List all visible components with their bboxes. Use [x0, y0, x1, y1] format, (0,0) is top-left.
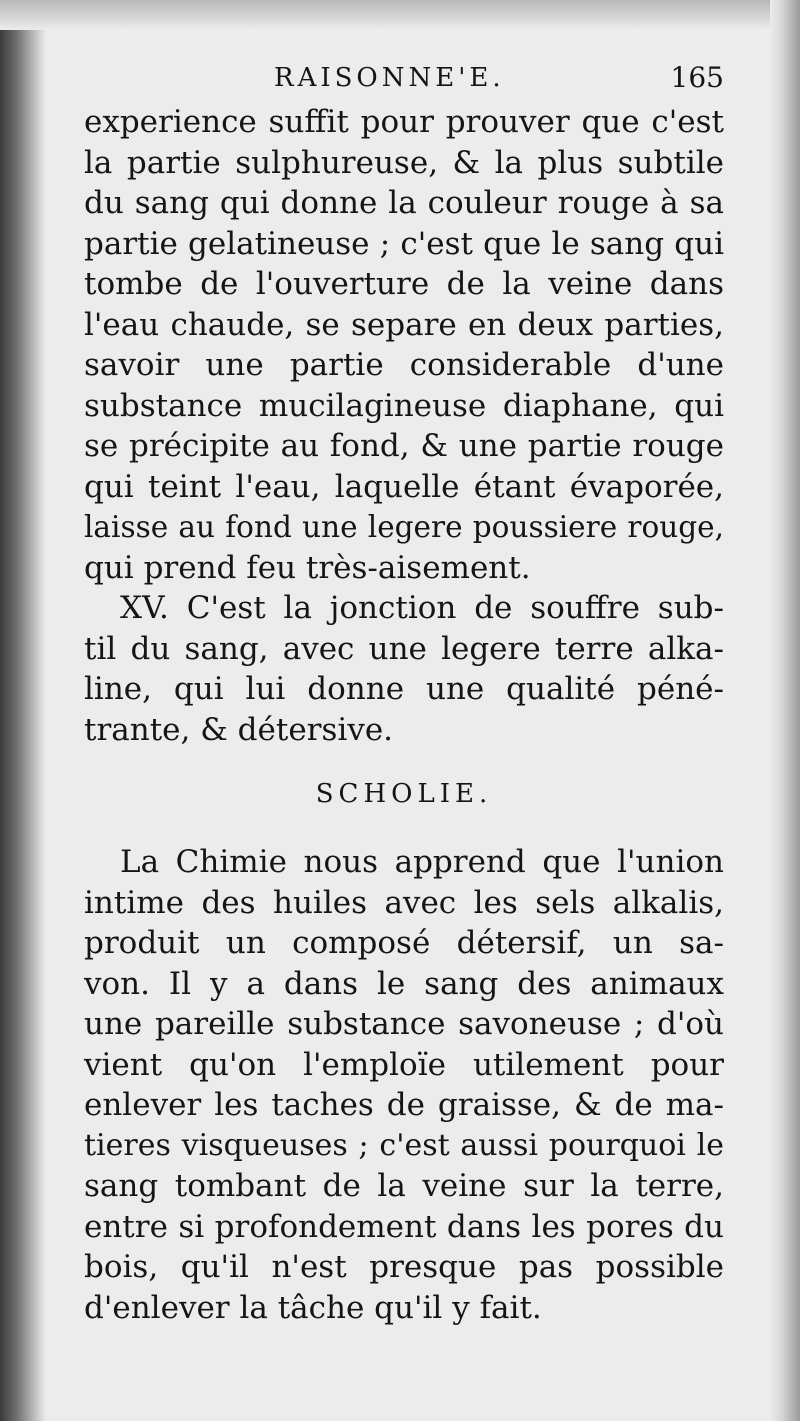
- text-line: se précipite au fond, & une partie rouge: [84, 428, 724, 464]
- text-line: d'enlever la tâche qu'il y fait.: [84, 1289, 542, 1326]
- spine-shadow: [0, 0, 46, 1421]
- scholie-heading: SCHOLIE.: [315, 779, 493, 809]
- running-title: RAISONNE'E.: [274, 63, 505, 93]
- text-line: trante, & détersive.: [84, 711, 394, 748]
- text-line: une pareille substance savoneuse ; d'où: [84, 1006, 724, 1042]
- text-block: [84, 58, 724, 1328]
- text-line: partie gelatineuse ; c'est que le sang qui: [84, 225, 724, 262]
- text-line: til du sang, avec une legere terre alka-: [84, 630, 724, 667]
- text-line: La Chimie nous apprend que l'union: [120, 844, 724, 880]
- text-line: du sang qui donne la couleur rouge à sa: [84, 185, 724, 221]
- text-line: savoir une partie considerable d'une: [84, 347, 724, 383]
- text-line: laisse au fond une legere poussiere rouge,: [84, 510, 724, 544]
- text-line: bois, qu'il n'est presque pas possible: [84, 1249, 724, 1285]
- text-line: l'eau chaude, se separe en deux parties,: [84, 306, 724, 343]
- text-line: experience suffit pour prouver que c'est: [84, 104, 724, 140]
- text-line: produit un composé détersif, un sa-: [84, 925, 724, 961]
- text-line: von. Il y a dans le sang des animaux: [84, 965, 724, 1002]
- text-line: la partie sulphureuse, & la plus subtile: [84, 144, 724, 181]
- text-line: substance mucilagineuse diaphane, qui: [84, 387, 724, 424]
- text-line: qui teint l'eau, laquelle étant évaporée,: [84, 468, 724, 505]
- paragraph-continuation: [84, 102, 724, 588]
- text-line: tieres visqueuses ; c'est aussi pourquoi le: [84, 1127, 724, 1163]
- text-line: line, qui lui donne une qualité péné-: [84, 671, 724, 707]
- text-line: tombe de l'ouverture de la veine dans: [84, 266, 724, 302]
- paragraph-section-xv: [84, 588, 724, 750]
- paragraph-scholie: [84, 842, 724, 1328]
- top-edge-shadow: [0, 0, 800, 30]
- text-line: XV. C'est la jonction de souffre sub-: [120, 590, 724, 626]
- text-line: intime des huiles avec les sels alkalis,: [84, 884, 724, 921]
- page-number: 165: [670, 61, 724, 94]
- page-edge-shadow: [770, 0, 800, 1421]
- text-line: sang tombant de la veine sur la terre,: [84, 1168, 724, 1204]
- text-line: entre si profondement dans les pores du: [84, 1208, 724, 1245]
- text-line: enlever les taches de graisse, & de ma-: [84, 1087, 724, 1123]
- running-head: [84, 58, 724, 102]
- text-line: qui prend feu très-aisement.: [84, 549, 531, 586]
- text-line: vient qu'on l'emploïe utilement pour: [84, 1046, 724, 1083]
